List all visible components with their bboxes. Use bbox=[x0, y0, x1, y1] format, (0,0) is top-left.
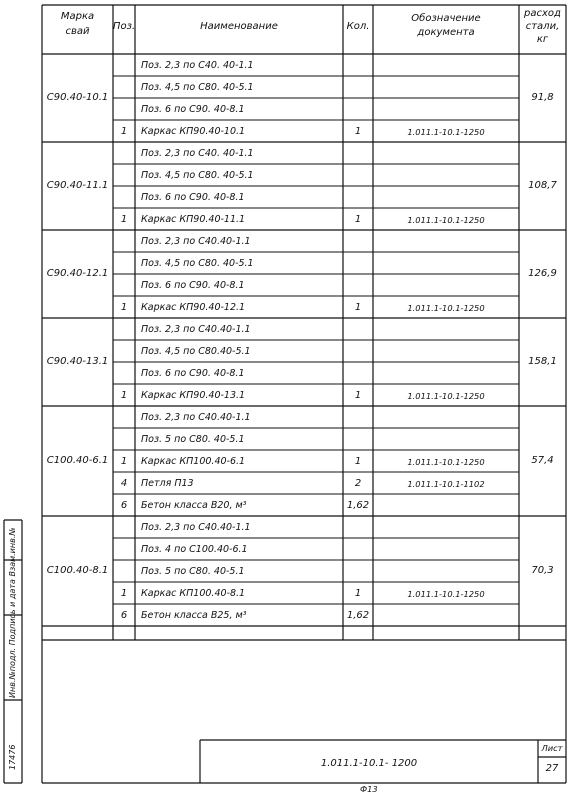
row-kol: 1 bbox=[354, 588, 362, 599]
header-oboznachenie-line2: документа bbox=[417, 27, 475, 38]
row-name: Поз. 4,5 по С80. 40-5.1 bbox=[141, 170, 254, 181]
row-name: Поз. 5 по С80. 40-5.1 bbox=[141, 566, 245, 577]
row-oboznachenie: 1.011.1-10.1-1250 bbox=[407, 589, 485, 599]
row-name: Поз. 5 по С80. 40-5.1 bbox=[141, 434, 245, 445]
row-name: Поз. 2,3 по С40.40-1.1 bbox=[141, 236, 251, 247]
row-name: Каркас КП90.40-12.1 bbox=[141, 302, 246, 313]
row-name: Поз. 2,3 по С40.40-1.1 bbox=[141, 324, 251, 335]
row-poz: 1 bbox=[120, 126, 128, 137]
pile-marka: С90.40-11.1 bbox=[46, 180, 109, 191]
row-name: Бетон класса В20, м³ bbox=[141, 500, 247, 511]
row-kol: 1 bbox=[354, 390, 362, 401]
row-name: Каркас КП100.40-6.1 bbox=[141, 456, 246, 467]
row-poz: 6 bbox=[120, 500, 128, 511]
row-name: Поз. 6 по С90. 40-8.1 bbox=[141, 192, 245, 203]
row-name: Поз. 4 по С100.40-6.1 bbox=[141, 544, 248, 555]
row-name: Поз. 6 по С90. 40-8.1 bbox=[141, 280, 245, 291]
row-poz: 1 bbox=[120, 302, 128, 313]
row-kol: 2 bbox=[354, 478, 362, 489]
row-oboznachenie: 1.011.1-10.1-1250 bbox=[407, 215, 485, 225]
header-poz: Поз. bbox=[112, 21, 136, 32]
row-name: Поз. 6 по С90. 40-8.1 bbox=[141, 368, 245, 379]
header-raskhod: расход bbox=[524, 8, 561, 19]
row-poz: 1 bbox=[120, 456, 128, 467]
row-oboznachenie: 1.011.1-10.1-1102 bbox=[407, 479, 485, 489]
header-raskhod-line3: кг bbox=[536, 34, 549, 45]
row-kol: 1,62 bbox=[346, 500, 370, 511]
document-code: 1.011.1-10.1- 1200 bbox=[320, 758, 418, 769]
pile-marka: С100.40-6.1 bbox=[46, 455, 109, 466]
row-name: Поз. 2,3 по С40. 40-1.1 bbox=[141, 60, 254, 71]
pile-marka: С90.40-13.1 bbox=[46, 356, 109, 367]
row-name: Каркас КП100.40-8.1 bbox=[141, 588, 246, 599]
steel-consumption: 57,4 bbox=[531, 455, 554, 466]
side-stamp-labels: Инв.№подл. Подпись и дата Взам.инв.№ bbox=[8, 527, 17, 698]
row-name: Петля П13 bbox=[141, 478, 194, 489]
row-poz: 4 bbox=[120, 478, 128, 489]
steel-consumption: 70,3 bbox=[531, 565, 554, 576]
row-oboznachenie: 1.011.1-10.1-1250 bbox=[407, 303, 485, 313]
pile-marka: С90.40-12.1 bbox=[46, 268, 109, 279]
row-poz: 1 bbox=[120, 390, 128, 401]
steel-consumption: 126,9 bbox=[528, 268, 557, 279]
row-kol: 1 bbox=[354, 214, 362, 225]
header-oboznachenie: Обозначение bbox=[411, 13, 481, 24]
pile-marka: С100.40-8.1 bbox=[46, 565, 109, 576]
row-poz: 1 bbox=[120, 214, 128, 225]
footer-note: Ф13 bbox=[360, 784, 378, 794]
steel-consumption: 91,8 bbox=[531, 92, 554, 103]
row-name: Каркас КП90.40-10.1 bbox=[141, 126, 246, 137]
inventory-number: 17476 bbox=[8, 744, 17, 770]
row-poz: 6 bbox=[120, 610, 128, 621]
row-name: Поз. 2,3 по С40.40-1.1 bbox=[141, 522, 251, 533]
row-name: Бетон класса В25, м³ bbox=[141, 610, 247, 621]
row-kol: 1 bbox=[354, 456, 362, 467]
row-kol: 1 bbox=[354, 126, 362, 137]
steel-consumption: 108,7 bbox=[528, 180, 557, 191]
row-name: Каркас КП90.40-13.1 bbox=[141, 390, 246, 401]
row-name: Каркас КП90.40-11.1 bbox=[141, 214, 246, 225]
row-kol: 1,62 bbox=[346, 610, 370, 621]
row-oboznachenie: 1.011.1-10.1-1250 bbox=[407, 457, 485, 467]
row-name: Поз. 2,3 по С40.40-1.1 bbox=[141, 412, 251, 423]
row-oboznachenie: 1.011.1-10.1-1250 bbox=[407, 127, 485, 137]
row-name: Поз. 4,5 по С80. 40-5.1 bbox=[141, 258, 254, 269]
header-marka: Марка bbox=[60, 11, 95, 22]
row-oboznachenie: 1.011.1-10.1-1250 bbox=[407, 391, 485, 401]
header-raskhod-line2: стали, bbox=[525, 21, 560, 32]
sheet-number: 27 bbox=[545, 763, 559, 774]
row-name: Поз. 2,3 по С40. 40-1.1 bbox=[141, 148, 254, 159]
row-kol: 1 bbox=[354, 302, 362, 313]
row-name: Поз. 4,5 по С80.40-5.1 bbox=[141, 346, 251, 357]
header-kol: Кол. bbox=[346, 21, 370, 32]
steel-consumption: 158,1 bbox=[528, 356, 557, 367]
pile-marka: С90.40-10.1 bbox=[46, 92, 109, 103]
row-poz: 1 bbox=[120, 588, 128, 599]
sheet-label: Лист bbox=[541, 743, 563, 753]
row-name: Поз. 4,5 по С80. 40-5.1 bbox=[141, 82, 254, 93]
row-name: Поз. 6 по С90. 40-8.1 bbox=[141, 104, 245, 115]
header-naimenovanie: Наименование bbox=[200, 21, 278, 32]
header-marka-line2: свай bbox=[65, 26, 90, 37]
